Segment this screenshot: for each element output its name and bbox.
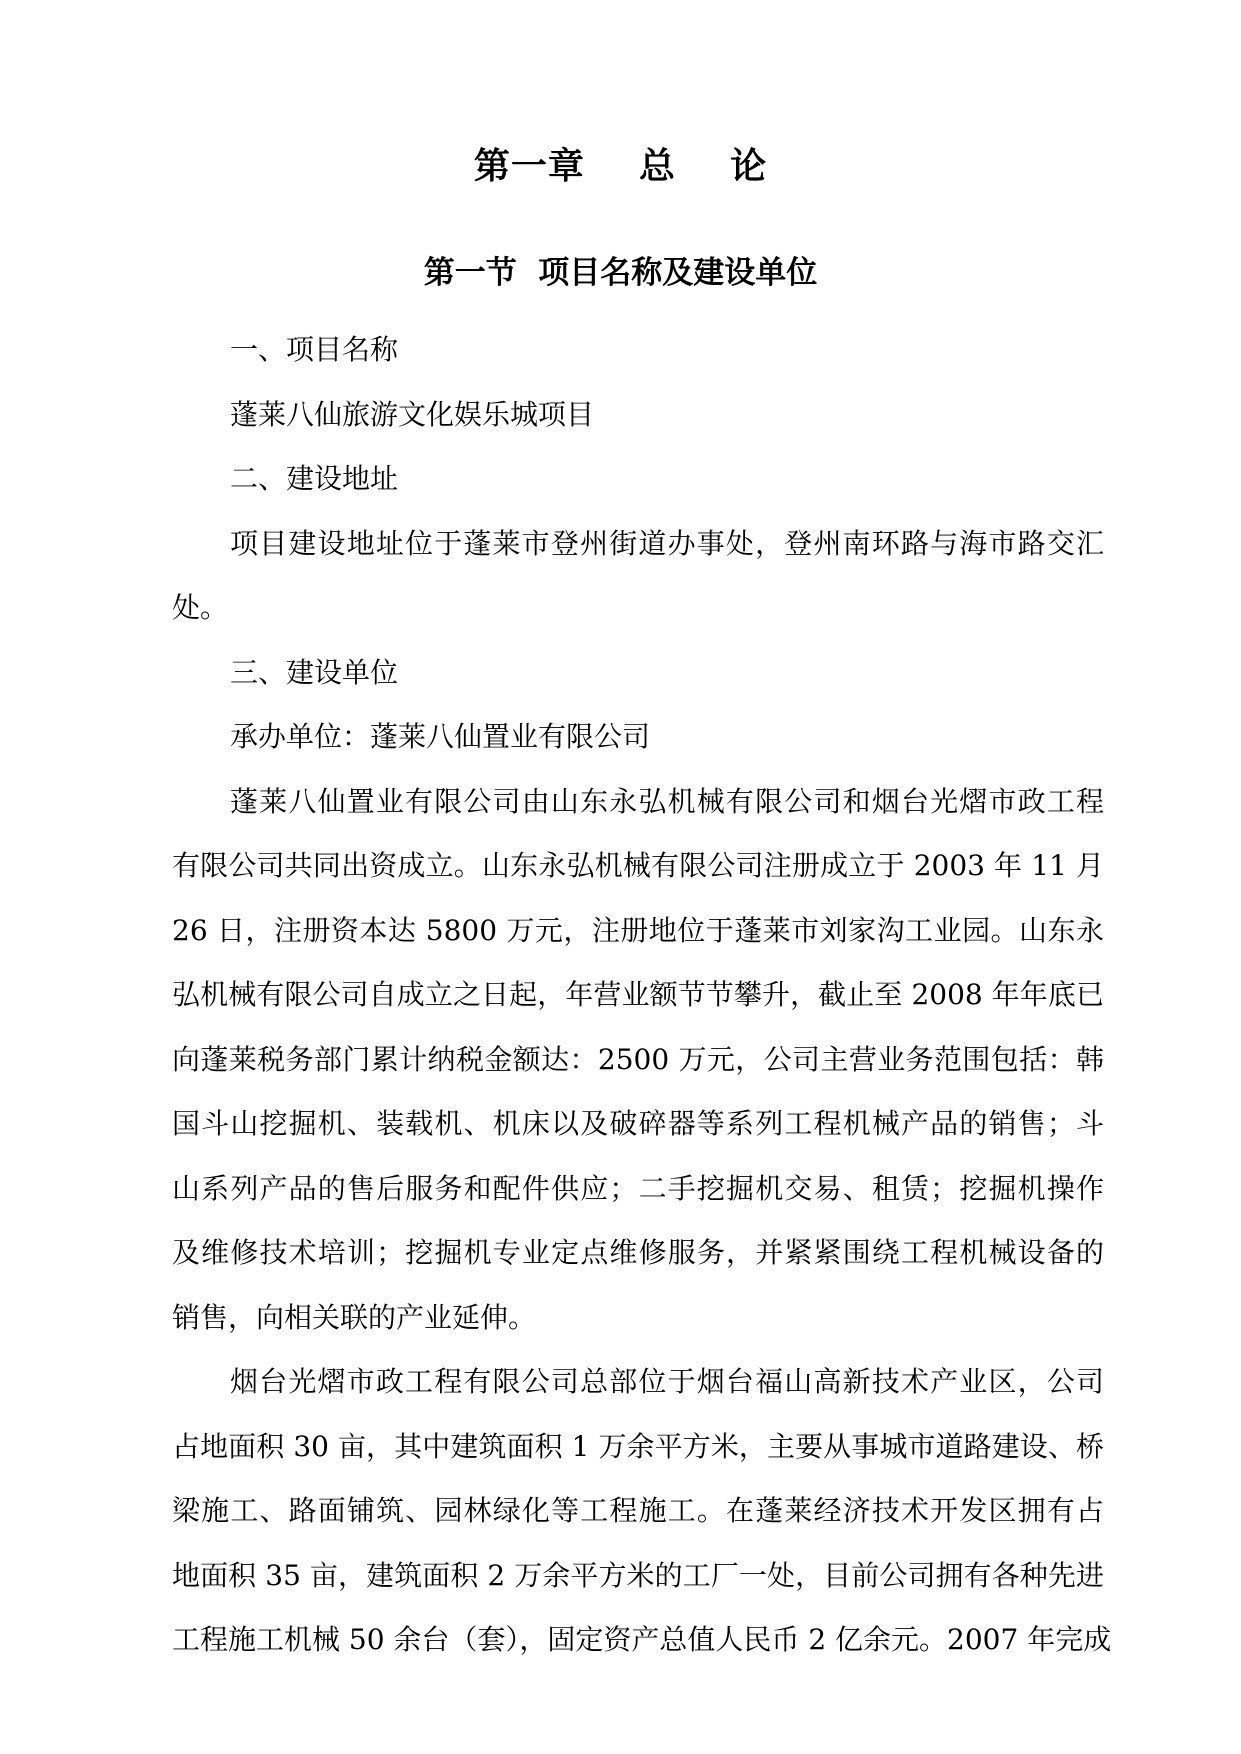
address-line: 处。	[172, 591, 229, 624]
paragraph-line: 销售，向相关联的产业延伸。	[172, 1301, 537, 1334]
paragraph-line: 国斗山挖掘机、装载机、机床以及破碎器等系列工程机械产品的销售；斗	[172, 1107, 1104, 1140]
heading-project-name: 一、项目名称	[230, 333, 399, 366]
paragraph-line: 梁施工、路面铺筑、园林绿化等工程施工。在蓬莱经济技术开发区拥有占	[172, 1494, 1104, 1527]
address-line: 项目建设地址位于蓬莱市登州街道办事处，登州南环路与海市路交汇	[230, 527, 1104, 560]
paragraph-line: 烟台光熠市政工程有限公司总部位于烟台福山高新技术产业区，公司	[230, 1365, 1104, 1398]
paragraph-line: 地面积 35 亩，建筑面积 2 万余平方米的工厂一处，目前公司拥有各种先进	[172, 1559, 1104, 1592]
paragraph-line: 山系列产品的售后服务和配件供应；二手挖掘机交易、租赁；挖掘机操作	[172, 1172, 1104, 1205]
paragraph-line: 及维修技术培训；挖掘机专业定点维修服务，并紧紧围绕工程机械设备的	[172, 1236, 1104, 1269]
organizer-text: 承办单位：蓬莱八仙置业有限公司	[230, 720, 651, 753]
chapter-title: 第一章 总 论	[473, 145, 768, 187]
project-name-text: 蓬莱八仙旅游文化娱乐城项目	[230, 398, 595, 431]
heading-address: 二、建设地址	[230, 462, 399, 495]
paragraph-line: 26 日，注册资本达 5800 万元，注册地位于蓬莱市刘家沟工业园。山东永	[172, 914, 1104, 947]
paragraph-line: 弘机械有限公司自成立之日起，年营业额节节攀升，截止至 2008 年年底已	[172, 978, 1104, 1011]
heading-builder: 三、建设单位	[230, 656, 399, 689]
paragraph-line: 有限公司共同出资成立。山东永弘机械有限公司注册成立于 2003 年 11 月	[172, 849, 1104, 882]
section-title: 第一节 项目名称及建设单位	[423, 255, 818, 291]
paragraph-line: 占地面积 30 亩，其中建筑面积 1 万余平方米，主要从事城市道路建设、桥	[172, 1430, 1104, 1463]
paragraph-line: 工程施工机械 50 余台（套），固定资产总值人民币 2 亿余元。2007 年完成	[172, 1623, 1112, 1656]
paragraph-line: 蓬莱八仙置业有限公司由山东永弘机械有限公司和烟台光熠市政工程	[230, 785, 1104, 818]
paragraph-line: 向蓬莱税务部门累计纳税金额达：2500 万元，公司主营业务范围包括：韩	[172, 1043, 1104, 1076]
